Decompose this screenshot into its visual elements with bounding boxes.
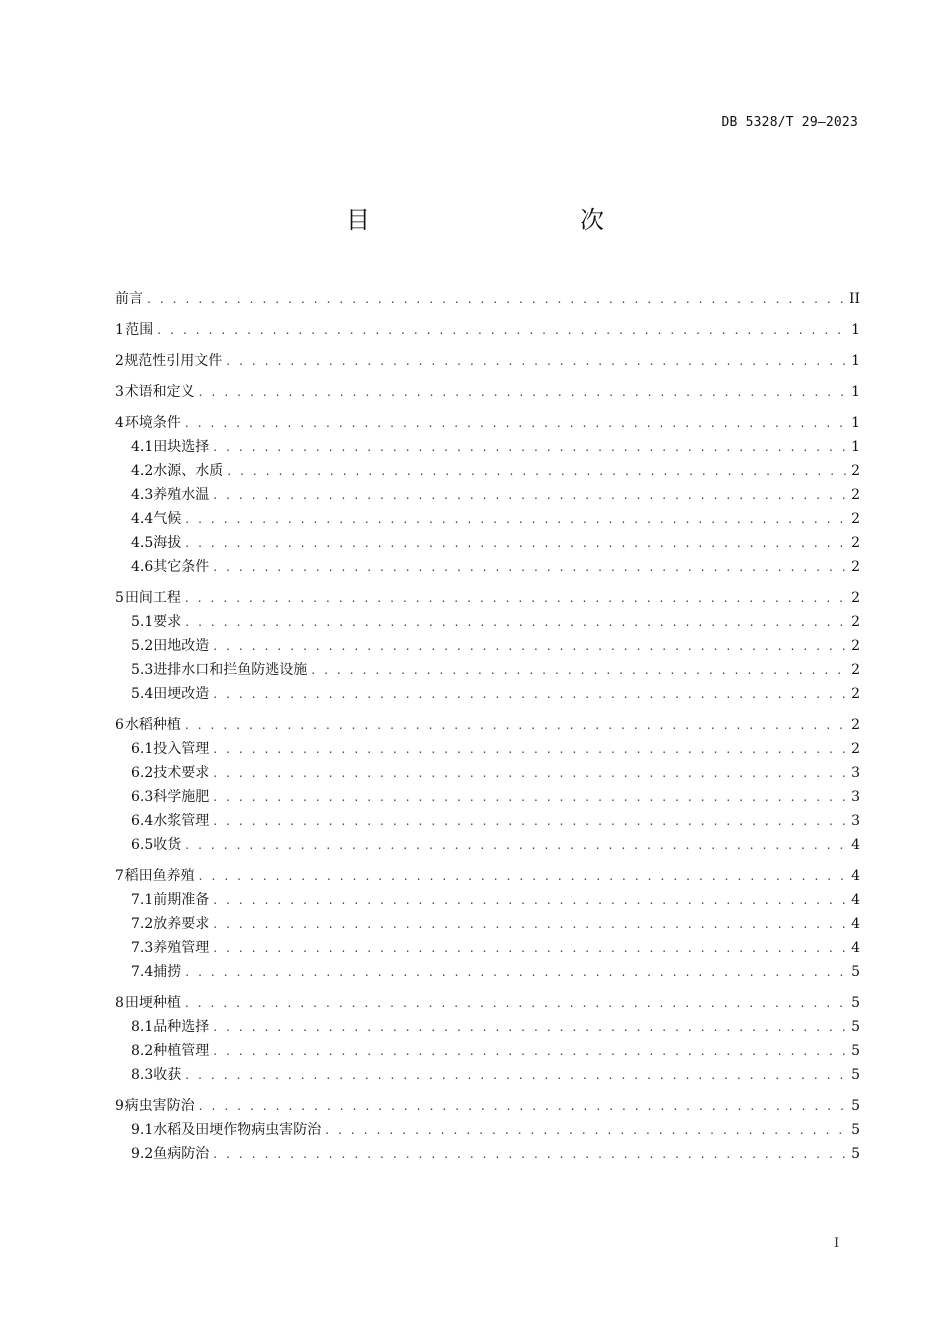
toc-entry-label: 鱼病防治 — [153, 1146, 210, 1162]
toc-entry-label: 要求 — [153, 614, 182, 630]
toc-entry-page: 2 — [851, 717, 860, 733]
toc-entry-label: 病虫害防治 — [124, 1098, 195, 1114]
toc-entry-page: 1 — [851, 439, 860, 455]
toc-entry-number: 6.1 — [131, 741, 154, 757]
toc-entry-number: 4.3 — [131, 487, 154, 503]
toc-entry-label: 技术要求 — [153, 765, 210, 781]
toc-entry-label: 规范性引用文件 — [124, 353, 223, 369]
toc-entry[interactable] — [115, 737, 860, 761]
toc-entry-page: 3 — [851, 789, 860, 805]
toc-entry-label: 前言 — [115, 291, 143, 307]
toc-entry-label: 海拔 — [153, 535, 182, 551]
toc-entry-page: 2 — [851, 487, 860, 503]
toc-entry-page: 3 — [851, 813, 860, 829]
dot-leader — [213, 888, 846, 912]
toc-entry-number: 4.2 — [131, 463, 154, 479]
toc-entry-page: 5 — [851, 964, 860, 980]
toc-entry-page: 2 — [851, 614, 860, 630]
toc-entry[interactable] — [115, 555, 860, 579]
toc-entry-page: 2 — [851, 463, 860, 479]
toc-entry-label: 养殖管理 — [153, 940, 210, 956]
toc-entry-number: 9 — [115, 1098, 124, 1114]
dot-leader — [199, 1094, 846, 1118]
toc-entry-label: 收货 — [153, 837, 182, 853]
toc-entry-label: 稻田鱼养殖 — [124, 868, 195, 884]
toc-entry[interactable] — [115, 1118, 860, 1142]
toc-entry-label: 田埂种植 — [124, 995, 181, 1011]
toc-entry-page: 2 — [851, 511, 860, 527]
dot-leader — [185, 531, 846, 555]
toc-entry[interactable] — [115, 936, 860, 960]
toc-entry-label: 田间工程 — [124, 590, 181, 606]
toc-entry[interactable] — [115, 833, 860, 857]
dot-leader — [199, 864, 846, 888]
toc-entry-page: 4 — [851, 916, 860, 932]
toc-entry-page: 2 — [851, 559, 860, 575]
toc-entry[interactable] — [115, 1039, 860, 1063]
toc-entry-number: 6.5 — [131, 837, 154, 853]
toc-entry[interactable] — [115, 991, 860, 1015]
toc-entry-label: 养殖水温 — [153, 487, 210, 503]
dot-leader — [227, 459, 846, 483]
toc-entry[interactable] — [115, 459, 860, 483]
toc-entry-label: 田块选择 — [153, 439, 210, 455]
toc-entry-number: 7.4 — [131, 964, 154, 980]
toc-entry-label: 前期准备 — [153, 892, 210, 908]
toc-entry[interactable] — [115, 380, 860, 404]
dot-leader — [213, 634, 846, 658]
toc-entry-number: 5.2 — [131, 638, 154, 654]
toc-entry[interactable] — [115, 912, 860, 936]
dot-leader — [213, 761, 846, 785]
toc-entry[interactable] — [115, 713, 860, 737]
toc-entry-page: 5 — [851, 1019, 860, 1035]
toc-entry-page: 2 — [851, 535, 860, 551]
document-code: DB 5328/T 29—2023 — [721, 115, 858, 130]
toc-entry[interactable] — [115, 809, 860, 833]
dot-leader — [185, 713, 846, 737]
toc-entry-label: 种植管理 — [153, 1043, 210, 1059]
toc-entry-number: 6.4 — [131, 813, 154, 829]
toc-entry-page: 1 — [851, 415, 860, 431]
toc-entry-page: 4 — [851, 868, 860, 884]
toc-entry[interactable] — [115, 1094, 860, 1118]
toc-entry[interactable] — [115, 1015, 860, 1039]
toc-entry-page: 5 — [851, 1098, 860, 1114]
dot-leader — [185, 586, 846, 610]
toc-entry[interactable] — [115, 531, 860, 555]
toc-entry-page: 4 — [851, 892, 860, 908]
toc-entry-label: 水浆管理 — [153, 813, 210, 829]
toc-entry-label: 水稻及田埂作物病虫害防治 — [153, 1122, 322, 1138]
dot-leader — [213, 483, 846, 507]
footer-page-number: I — [834, 1236, 840, 1251]
toc-entry-number: 8.3 — [131, 1067, 154, 1083]
dot-leader — [157, 318, 846, 342]
toc-entry[interactable] — [115, 682, 860, 706]
dot-leader — [213, 682, 846, 706]
dot-leader — [185, 991, 846, 1015]
toc-entry-label: 科学施肥 — [153, 789, 210, 805]
toc-entry-page: 2 — [851, 686, 860, 702]
toc-entry-page: 5 — [851, 1122, 860, 1138]
toc-entry-number: 6.3 — [131, 789, 154, 805]
toc-entry-number: 9.1 — [131, 1122, 154, 1138]
toc-entry-number: 6.2 — [131, 765, 154, 781]
table-of-contents — [115, 287, 860, 1166]
toc-entry-number: 7 — [115, 868, 124, 884]
toc-entry[interactable] — [115, 864, 860, 888]
toc-entry-label: 田埂改造 — [153, 686, 210, 702]
toc-entry[interactable] — [115, 1142, 860, 1166]
toc-entry-label: 收获 — [153, 1067, 182, 1083]
dot-leader — [213, 785, 846, 809]
toc-entry-number: 8.2 — [131, 1043, 154, 1059]
toc-entry[interactable] — [115, 761, 860, 785]
dot-leader — [213, 1039, 846, 1063]
toc-entry-number: 2 — [115, 353, 124, 369]
toc-entry-page: 2 — [851, 638, 860, 654]
toc-entry[interactable] — [115, 287, 860, 311]
toc-entry-page: 5 — [851, 1043, 860, 1059]
toc-entry-label: 水源、水质 — [153, 463, 224, 479]
dot-leader — [325, 1118, 846, 1142]
toc-entry-number: 5 — [115, 590, 124, 606]
toc-entry[interactable] — [115, 586, 860, 610]
toc-entry-number: 5.4 — [131, 686, 154, 702]
toc-entry[interactable] — [115, 411, 860, 435]
toc-entry-number: 7.3 — [131, 940, 154, 956]
toc-entry-label: 品种选择 — [153, 1019, 210, 1035]
toc-entry-label: 环境条件 — [124, 415, 181, 431]
dot-leader — [213, 555, 846, 579]
toc-entry-label: 其它条件 — [153, 559, 210, 575]
toc-entry-number: 6 — [115, 717, 124, 733]
dot-leader — [185, 610, 846, 634]
toc-entry-label: 气候 — [153, 511, 182, 527]
toc-entry-number: 4.1 — [131, 439, 154, 455]
toc-entry[interactable] — [115, 634, 860, 658]
toc-entry[interactable] — [115, 349, 860, 373]
toc-entry-number: 4.6 — [131, 559, 154, 575]
toc-title: 目 次 — [346, 206, 658, 234]
toc-entry[interactable] — [115, 507, 860, 531]
toc-entry-number: 5.3 — [131, 662, 154, 678]
toc-entry-label: 进排水口和拦鱼防逃设施 — [153, 662, 308, 678]
toc-entry-page: 5 — [851, 995, 860, 1011]
toc-entry[interactable] — [115, 483, 860, 507]
toc-entry[interactable] — [115, 1063, 860, 1087]
toc-entry-page: 2 — [851, 662, 860, 678]
dot-leader — [213, 1142, 846, 1166]
toc-entry[interactable] — [115, 785, 860, 809]
toc-entry[interactable] — [115, 610, 860, 634]
toc-entry-number: 7.1 — [131, 892, 154, 908]
toc-entry-number: 3 — [115, 384, 124, 400]
dot-leader — [199, 380, 846, 404]
toc-entry-label: 捕捞 — [153, 964, 182, 980]
toc-entry-page: 1 — [851, 384, 860, 400]
toc-entry-number: 7.2 — [131, 916, 154, 932]
toc-entry-number: 8 — [115, 995, 124, 1011]
toc-entry-page: 1 — [851, 353, 860, 369]
dot-leader — [213, 936, 846, 960]
toc-entry[interactable] — [115, 435, 860, 459]
toc-entry-number: 4 — [115, 415, 124, 431]
toc-entry-label: 放养要求 — [153, 916, 210, 932]
toc-entry-page: 4 — [851, 837, 860, 853]
toc-entry-label: 田地改造 — [153, 638, 210, 654]
toc-entry-page: 5 — [851, 1146, 860, 1162]
toc-entry-label: 范围 — [125, 322, 154, 338]
dot-leader — [185, 833, 846, 857]
toc-entry-number: 4.4 — [131, 511, 154, 527]
dot-leader — [185, 507, 846, 531]
toc-entry-label: 水稻种植 — [124, 717, 181, 733]
toc-entry-page: II — [848, 291, 860, 307]
dot-leader — [213, 737, 846, 761]
toc-entry-number: 1 — [115, 322, 124, 338]
toc-entry-page: 2 — [851, 590, 860, 606]
dot-leader — [213, 912, 846, 936]
dot-leader — [213, 1015, 846, 1039]
toc-entry[interactable] — [115, 888, 860, 912]
dot-leader — [213, 809, 846, 833]
toc-entry-number: 4.5 — [131, 535, 154, 551]
dot-leader — [311, 658, 846, 682]
toc-entry-number: 5.1 — [131, 614, 154, 630]
toc-entry-page: 2 — [851, 741, 860, 757]
toc-entry[interactable] — [115, 960, 860, 984]
dot-leader — [213, 435, 846, 459]
toc-entry-page: 1 — [851, 322, 860, 338]
dot-leader — [185, 411, 846, 435]
dot-leader — [185, 960, 846, 984]
toc-entry-page: 3 — [851, 765, 860, 781]
toc-entry-number: 8.1 — [131, 1019, 154, 1035]
toc-entry-label: 投入管理 — [153, 741, 210, 757]
dot-leader — [185, 1063, 846, 1087]
toc-entry[interactable] — [115, 318, 860, 342]
toc-entry-number: 9.2 — [131, 1146, 154, 1162]
toc-entry-page: 5 — [851, 1067, 860, 1083]
toc-entry[interactable] — [115, 658, 860, 682]
dot-leader — [226, 349, 846, 373]
toc-entry-label: 术语和定义 — [124, 384, 195, 400]
toc-entry-page: 4 — [851, 940, 860, 956]
dot-leader — [147, 287, 845, 311]
